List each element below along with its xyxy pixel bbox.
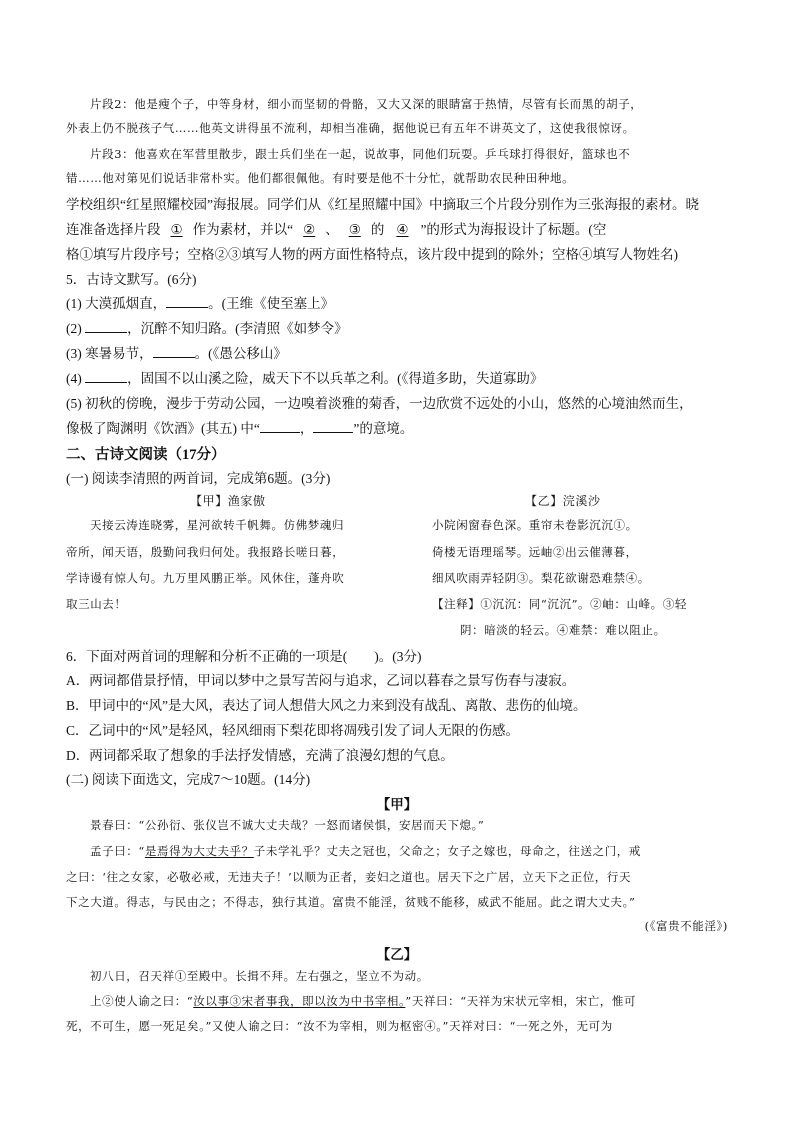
- q6-option-b[interactable]: B．甲词中的“风”是大风，表达了词人想借大风之力来到没有战乱、离散、悲伤的仙境。: [66, 698, 587, 713]
- passage-yi-underlined-sentence: 汝以事③宋者事我，即以汝为中书宰相。: [193, 994, 406, 1008]
- passage-yi-line-2: [90, 993, 636, 1009]
- q5-item-4-blank[interactable]: [85, 370, 127, 383]
- fragment-2-line-1: 片段2：他是瘦个子，中等身材，细小而坚韧的骨骼，又大又深的眼睛富于热情，尽管有长而黑的胡子，: [90, 97, 643, 111]
- q4-blank-4[interactable]: ④: [396, 222, 409, 237]
- poem-jia-title: 【甲】渔家傲: [190, 494, 266, 508]
- q4-line-3: 格①填写片段序号；空格②③填写人物的两方面性格特点，该片段中提到的除外；空格④填写人物姓名): [66, 247, 678, 262]
- q5-item-2-blank[interactable]: [85, 320, 127, 333]
- q5-item-5-line-2: [66, 417, 413, 437]
- q5-item-3-blank[interactable]: [153, 345, 195, 358]
- q6-option-a[interactable]: A．两词都借景抒情，甲词以梦中之景写苦闷与追求，乙词以暮春之景写伤春与凄寂。: [66, 673, 576, 688]
- q5-item-3-text: (3) 寒暑易节，: [66, 346, 153, 361]
- passage-jia-line-4: 下之大道。得志，与民由之；不得志，独行其道。富贵不能淫，贫贱不能移，威武不能屈。此之谓大丈夫。”: [66, 895, 636, 909]
- q5-item-5-line-1: (5) 初秋的傍晚，漫步于劳动公园，一边嗅着淡雅的菊香，一边欣赏不远处的小山，悠然的心境油然而生，: [66, 396, 693, 411]
- q5-item-2-text: ，沉醉不知归路。(李清照《如梦令》: [127, 321, 348, 336]
- passage-yi-line-2-rest: ”天祥曰：“天祥为宋状元宰相，宋亡，惟可: [405, 994, 637, 1008]
- poem-jia-line-3: 学诗谩有惊人句。九万里风鹏正举。风休住，蓬舟吹: [66, 571, 345, 585]
- q5-item-5-text: 像极了陶渊明《饮酒》(其五) 中“: [66, 421, 260, 436]
- q4-sep: 、: [325, 222, 339, 237]
- q5-item-4-text: ，固国不以山溪之险，威天下不以兵革之利。(《得道多助，失道寡助》: [127, 371, 544, 386]
- fragment-2-line-2: 外表上仍不脱孩子气……他英文讲得虽不流利，却相当准确，据他说已有五年不讲英文了，这使我很惊讶。: [66, 121, 635, 135]
- q6-stem: 6．下面对两首词的理解和分析不正确的一项是( )。(3分): [66, 649, 422, 664]
- section-2-title: 二、古诗文阅读（17分）: [66, 447, 226, 463]
- poem-yi-title: 【乙】浣溪沙: [525, 494, 601, 508]
- passage-jia-line-1: 景春曰：“公孙衍、张仪岂不诚大丈夫哉？一怒而诸侯惧，安居而天下熄。”: [90, 818, 485, 832]
- q4-line-2: [66, 218, 606, 238]
- poem-yi-note-line-1: 【注释】①沉沉：同“沉沉”。②岫：山峰。③轻: [432, 597, 687, 611]
- q5-item-1-source: 。(王维《使至塞上》: [208, 296, 335, 311]
- poem-yi-line-1: 小院闲窗春色深。重帘未卷影沉沉①。: [432, 518, 638, 532]
- poem-yi-note-line-2: 阴：暗淡的轻云。④难禁：难以阻止。: [460, 623, 666, 637]
- q5-item-2-label: (2): [66, 321, 86, 336]
- q4-text-a: 连准备选择片段: [66, 222, 161, 237]
- poem-jia-line-2: 帝所，闻天语，殷勤问我归何处。我报路长嗟日暮，: [66, 545, 345, 559]
- passage-jia-source: (《富贵不能淫》): [644, 919, 728, 933]
- poem-yi-line-3: 细风吹雨弄轻阴③。梨花欲谢恐难禁④。: [432, 571, 650, 585]
- q5-item-4: [66, 367, 543, 387]
- q4-text-b: 作为素材，并以“: [192, 222, 294, 237]
- q5-item-5-blank-1[interactable]: [260, 420, 300, 433]
- passage-yi-line-2-start: 上②使人谕之曰：“: [90, 994, 194, 1008]
- q5-item-1-blank[interactable]: [166, 295, 208, 308]
- poem-jia-line-1: 天接云涛连晓雾，星河欲转千帆舞。仿佛梦魂归: [90, 518, 345, 532]
- q5-item-4-label: (4): [66, 371, 86, 386]
- fragment-3-line-2: 错……他对第见们说话非常朴实。他们都很佩他。有时要是他不十分忙，就帮助农民种田种地。: [66, 171, 575, 185]
- q5-item-3-source: 。(《愚公移山》: [194, 346, 287, 361]
- passage-jia-line-3: 之曰：‘往之女家，必敬必戒，无违夫子！’以顺为正者，妾妇之道也。居天下之广居，立天下之正位，行天: [66, 870, 632, 884]
- passage-yi-line-1: 初八日，召天祥①至殿中。长揖不拜。左右强之，坚立不为动。: [90, 969, 429, 983]
- q5-item-1: [66, 292, 334, 312]
- passage-jia-line-2-start: 孟子曰：“: [90, 844, 145, 858]
- passage-jia-line-2-rest: 子未学礼乎？丈夫之冠也，父命之；女子之嫁也，母命之，往送之门，戒: [253, 844, 641, 858]
- q4-text-d: ”的形式为海报设计了标题。(空: [420, 222, 607, 237]
- section-2-sub-2: (二) 阅读下面选文，完成7～10题。(14分): [66, 772, 311, 787]
- q6-option-d[interactable]: D．两词都采取了想象的手法抒发情感，充满了浪漫幻想的气息。: [66, 748, 454, 763]
- poem-yi-line-2: 倚楼无语理瑶琴。远岫②出云催薄暮，: [432, 545, 638, 559]
- section-2-sub-1: (一) 阅读李清照的两首词，完成第6题。(3分): [66, 471, 331, 486]
- q5-item-3: [66, 342, 287, 362]
- q6-option-c[interactable]: C．乙词中的“风”是轻风，轻风细雨下梨花即将凋残引发了词人无限的伤感。: [66, 723, 519, 738]
- q4-text-c: 的: [370, 222, 385, 237]
- passage-jia-title: 【甲】: [376, 797, 418, 812]
- q4-blank-1[interactable]: ①: [170, 222, 183, 237]
- passage-yi-title: 【乙】: [376, 947, 418, 962]
- q5-item-1-text: (1) 大漠孤烟直，: [66, 296, 167, 311]
- passage-jia-underlined-sentence: 是焉得为大丈夫乎？: [144, 844, 254, 858]
- q5-item-2: [66, 317, 348, 337]
- q4-line-1: 学校组织“红星照耀校园”海报展。同学们从《红星照耀中国》中摘取三个片段分别作为三张海报的素材。晓: [66, 197, 699, 212]
- q4-blank-2[interactable]: ②: [303, 222, 316, 237]
- q5-title: 5．古诗文默写。(6分): [66, 272, 197, 287]
- q5-item-5-end: ”的意境。: [353, 421, 414, 436]
- q5-item-5-sep: ，: [299, 421, 314, 436]
- q5-item-5-blank-2[interactable]: [313, 420, 353, 433]
- passage-jia-line-2: [90, 843, 641, 859]
- q4-blank-3[interactable]: ③: [348, 222, 361, 237]
- fragment-3-line-1: 片段3：他喜欢在军营里散步，跟士兵们坐在一起，说故事，同他们玩耍。乒乓球打得很好，篮球也不: [90, 147, 631, 161]
- passage-yi-line-3: 死，不可生，愿一死足矣。”又使人谕之曰：“汝不为宰相，则为枢密④。”天祥对曰：“一死之外，无可为: [66, 1019, 613, 1033]
- poem-jia-line-4: 取三山去！: [66, 597, 127, 611]
